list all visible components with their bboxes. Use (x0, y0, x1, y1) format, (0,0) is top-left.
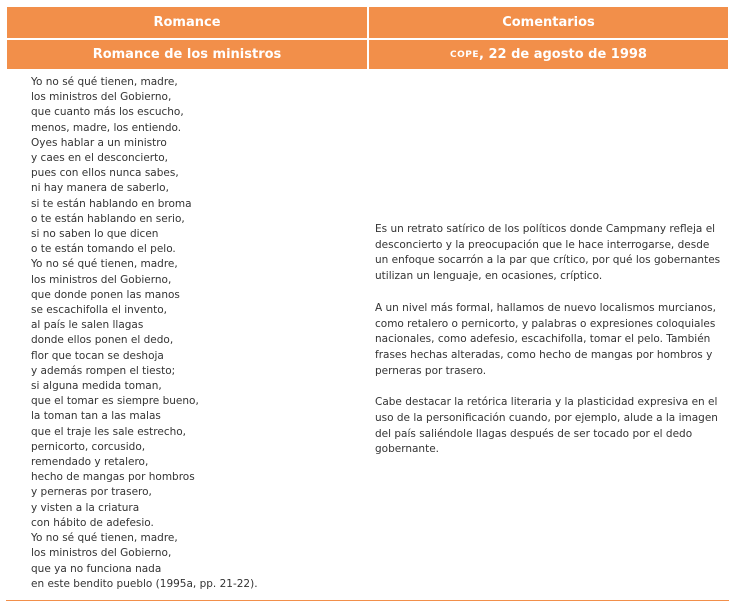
poem-line: pernicorto, corcusido, (31, 440, 146, 453)
poem-line: si alguna medida toman, (31, 380, 162, 393)
poem-line: Yo no sé qué tienen, madre, (31, 76, 178, 88)
poem-line: que ya no funciona nada (31, 562, 162, 575)
poem-line: en este bendito pueblo (1995a, pp. 21-22). (31, 577, 258, 590)
poem-line: hecho de mangas por hombros (31, 471, 195, 484)
comments-text (375, 222, 721, 474)
poem-line: pues con ellos nunca sabes, (31, 167, 179, 180)
poem-line: o te están tomando el pelo. (31, 243, 176, 256)
romance-column-header: Romance (6, 6, 368, 39)
poem-line: se escachifolla el invento, (31, 304, 167, 317)
poem-line: Oyes hablar a un ministro (31, 136, 167, 149)
poem-line: ni hay manera de saberlo, (31, 182, 169, 195)
poem-line: que donde ponen las manos (31, 288, 180, 301)
poem-text (31, 75, 258, 592)
poem-line: remendado y retalero, (31, 456, 149, 469)
poem-line: al país le salen llagas (31, 319, 144, 332)
source-smallcaps: COPE (450, 49, 479, 60)
poem-line: y caes en el desconcierto, (31, 152, 168, 165)
poem-line: los ministros del Gobierno, (31, 91, 172, 104)
table-body (6, 70, 729, 601)
poem-line: si no saben lo que dicen (31, 228, 159, 241)
comment-paragraph: A un nivel más formal, hallamos de nuevo localismos murcianos, como retalero o pernicorto, y palabras o expresiones coloquiales nacionales, como adefesio, escachifolla, tomar el pelo. También frases hechas alteradas, como hecho de mangas por hombros y perneras por trasero. (375, 301, 716, 377)
poem-line: que el traje les sale estrecho, (31, 425, 187, 438)
header-row (6, 6, 729, 39)
poem-line: que el tomar es siempre bueno, (31, 395, 199, 408)
poem-line: que cuanto más los escucho, (31, 106, 184, 119)
poem-line: o te están hablando en serio, (31, 212, 185, 225)
poem-line: donde ellos ponen el dedo, (31, 334, 174, 347)
poem-line: y además rompen el tiesto; (31, 364, 176, 377)
poem-title: Romance de los ministros (6, 39, 368, 70)
poem-line: y visten a la criatura (31, 501, 140, 514)
poem-line: con hábito de adefesio. (31, 516, 154, 529)
romance-table (6, 6, 729, 601)
subheader-row (6, 39, 729, 70)
poem-line: Yo no sé qué tienen, madre, (31, 532, 178, 545)
poem-line: la toman tan a las malas (31, 410, 161, 423)
poem-line: si te están hablando en broma (31, 197, 192, 210)
source-date: , 22 de agosto de 1998 (479, 47, 647, 62)
poem-line: Yo no sé qué tienen, madre, (31, 258, 178, 271)
poem-line: flor que tocan se deshoja (31, 349, 164, 362)
poem-line: los ministros del Gobierno, (31, 273, 172, 286)
comment-paragraph: Cabe destacar la retórica literaria y la plasticidad expresiva en el uso de la personificación cuando, por ejemplo, alude a la imagen del país saliéndole llagas después de ser tocado por el dedo gobernante. (375, 396, 718, 456)
poem-line: menos, madre, los entiendo. (31, 121, 182, 134)
source-citation (368, 39, 729, 70)
poem-line: los ministros del Gobierno, (31, 547, 172, 560)
poem-line: y perneras por trasero, (31, 486, 152, 499)
comment-paragraph: Es un retrato satírico de los políticos donde Campmany refleja el desconcierto y la preocupación que le hace interrogarse, desde un enfoque socarrón a la par que crítico, por qué los gobernantes utilizan un lenguaje, en ocasiones, críptico. (375, 223, 721, 283)
comentarios-column-header: Comentarios (368, 6, 729, 39)
